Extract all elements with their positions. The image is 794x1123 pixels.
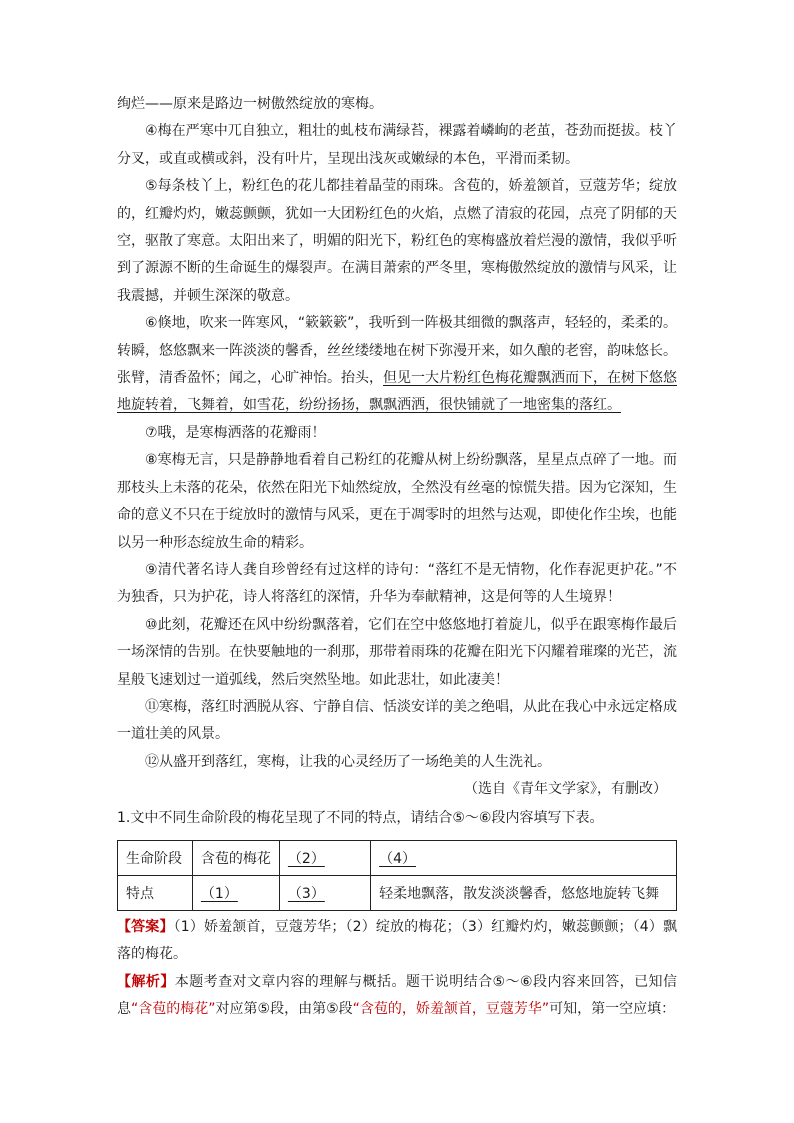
paragraph-6-text: ⑥倏地，吹来一阵寒风，“簌簌簌”，我听到一阵极其细微的飘落声，轻轻的，柔柔的。转瞬，悠悠飘来一阵淡淡的馨香，丝丝缕缕地在树下弥漫开来，如久酿的老窖，韵味悠长。张臂，清香盈怀；闻之，心旷神怡。抬头， (117, 315, 677, 387)
table-row (118, 875, 677, 910)
source-citation: （选自《青年文学家》，有删改） (464, 781, 667, 798)
table-cell: 生命阶段 (118, 840, 193, 875)
analysis (117, 969, 677, 1024)
blank-3: （3） (287, 885, 325, 902)
table-cell (279, 840, 370, 875)
analysis-text: 可知，第一空应填： (549, 1001, 676, 1018)
table-row (118, 840, 677, 875)
analysis-highlight: “含苞的，娇羞颔首，豆蔻芳华” (352, 1001, 550, 1018)
passage-paragraph-3-end: 绚烂——原来是路边一树傲然绽放的寒梅。 (117, 96, 383, 112)
document-body (117, 91, 677, 1024)
passage-paragraph-11: ⑪寒梅，落红时洒脱从容、宁静自信、恬淡安详的美之绝唱，从此在我心中永远定格成一道壮美的风景。 (117, 698, 677, 743)
blank-1: （1） (200, 885, 238, 902)
question-1: 1.文中不同生命阶段的梅花呈现了不同的特点，请结合⑤～⑥段内容填写下表。 (117, 809, 604, 826)
analysis-highlight: “含苞的梅花” (131, 1001, 216, 1018)
table-cell (192, 875, 279, 910)
table-cell (279, 875, 370, 910)
table-cell: 轻柔地飘落，散发淡淡馨香，悠悠地旋转飞舞 (371, 875, 677, 910)
table-cell (371, 840, 677, 875)
passage-paragraph-12: ⑫从盛开到落红，寒梅，让我的心灵经历了一场绝美的人生洗礼。 (145, 753, 551, 770)
passage-paragraph-9: ⑨清代著名诗人龚自珍曾经有过这样的诗句：“落红不是无情物，化作春泥更护花。”不为独香，只为护花，诗人将落红的深情，升华为奉献精神，这是何等的人生境界！ (117, 561, 677, 606)
passage-paragraph-10: ⑩此刻，花瓣还在风中纷纷飘落着，它们在空中悠悠地打着旋儿，似乎在跟寒梅作最后一场深情的告别。在快要触地的一刹那，那带着雨珠的花瓣在阳光下闪耀着璀璨的光芒，流星般飞速划过一道弧线，然后突然坠地。如此悲壮，如此凄美！ (117, 616, 677, 688)
blank-4: （4） (379, 850, 416, 867)
passage-paragraph-6 (117, 310, 677, 420)
passage-paragraph-8: ⑧寒梅无言，只是静静地看着自己粉红的花瓣从树上纷纷飘落，星星点点碎了一地。而那枝头上未落的花朵，依然在阳光下灿然绽放，全然没有丝毫的惊慌失措。因为它深知，生命的意义不只在于绽放时的激情与风采，更在于凋零时的坦然与达观，即使化作尘埃，也能以另一种形态绽放生命的精彩。 (117, 452, 677, 551)
answer-table (117, 840, 677, 911)
table-cell: 含苞的梅花 (192, 840, 279, 875)
answer-label: 【答案】 (117, 918, 174, 935)
passage-paragraph-4: ④梅在严寒中兀自独立，粗壮的虬枝布满绿苔，裸露着嶙峋的老茧，苍劲而挺拔。枝丫分叉，或直或横或斜，没有叶片，呈现出浅灰或嫩绿的本色，平滑而柔韧。 (117, 123, 677, 167)
passage-paragraph-7: ⑦哦，是寒梅洒落的花瓣雨！ (145, 424, 326, 441)
answer-text: （1）娇羞颔首，豆蔻芳华；（2）绽放的梅花；（3）红瓣灼灼，嫩蕊颤颤；（4）飘落的梅花。 (117, 918, 677, 963)
analysis-text: 本题考查对文章内容的理解与概括。题干说明结合⑤～⑥段内容来回答，已知信息 (117, 973, 677, 1018)
analysis-label: 【解析】 (117, 973, 175, 990)
analysis-text: 对应第⑤段，由第⑤段 (215, 1001, 353, 1018)
table-cell: 特点 (118, 875, 193, 910)
blank-2: （2） (287, 850, 325, 867)
underlined-sentence: 但见一大片粉红色梅花瓣飘洒而下，在树下悠悠地旋转着，飞舞着，如雪花，纷纷扬扬，飘飘洒洒，很快铺就了一地密集的落红。 (117, 370, 677, 414)
answer (117, 914, 677, 969)
passage-paragraph-5: ⑤每条枝丫上，粉红色的花儿都挂着晶莹的雨珠。含苞的，娇羞颔首，豆蔻芳华；绽放的，红瓣灼灼，嫩蕊颤颤，犹如一大团粉红色的火焰，点燃了清寂的花园，点亮了阴郁的天空，驱散了寒意。太阳出来了，明媚的阳光下，粉红色的寒梅盛放着烂漫的激情，我似乎听到了源源不断的生命诞生的爆裂声。在满目萧索的严冬里，寒梅傲然绽放的激情与风采，让我震撼，并顿生深深的敬意。 (117, 178, 677, 304)
